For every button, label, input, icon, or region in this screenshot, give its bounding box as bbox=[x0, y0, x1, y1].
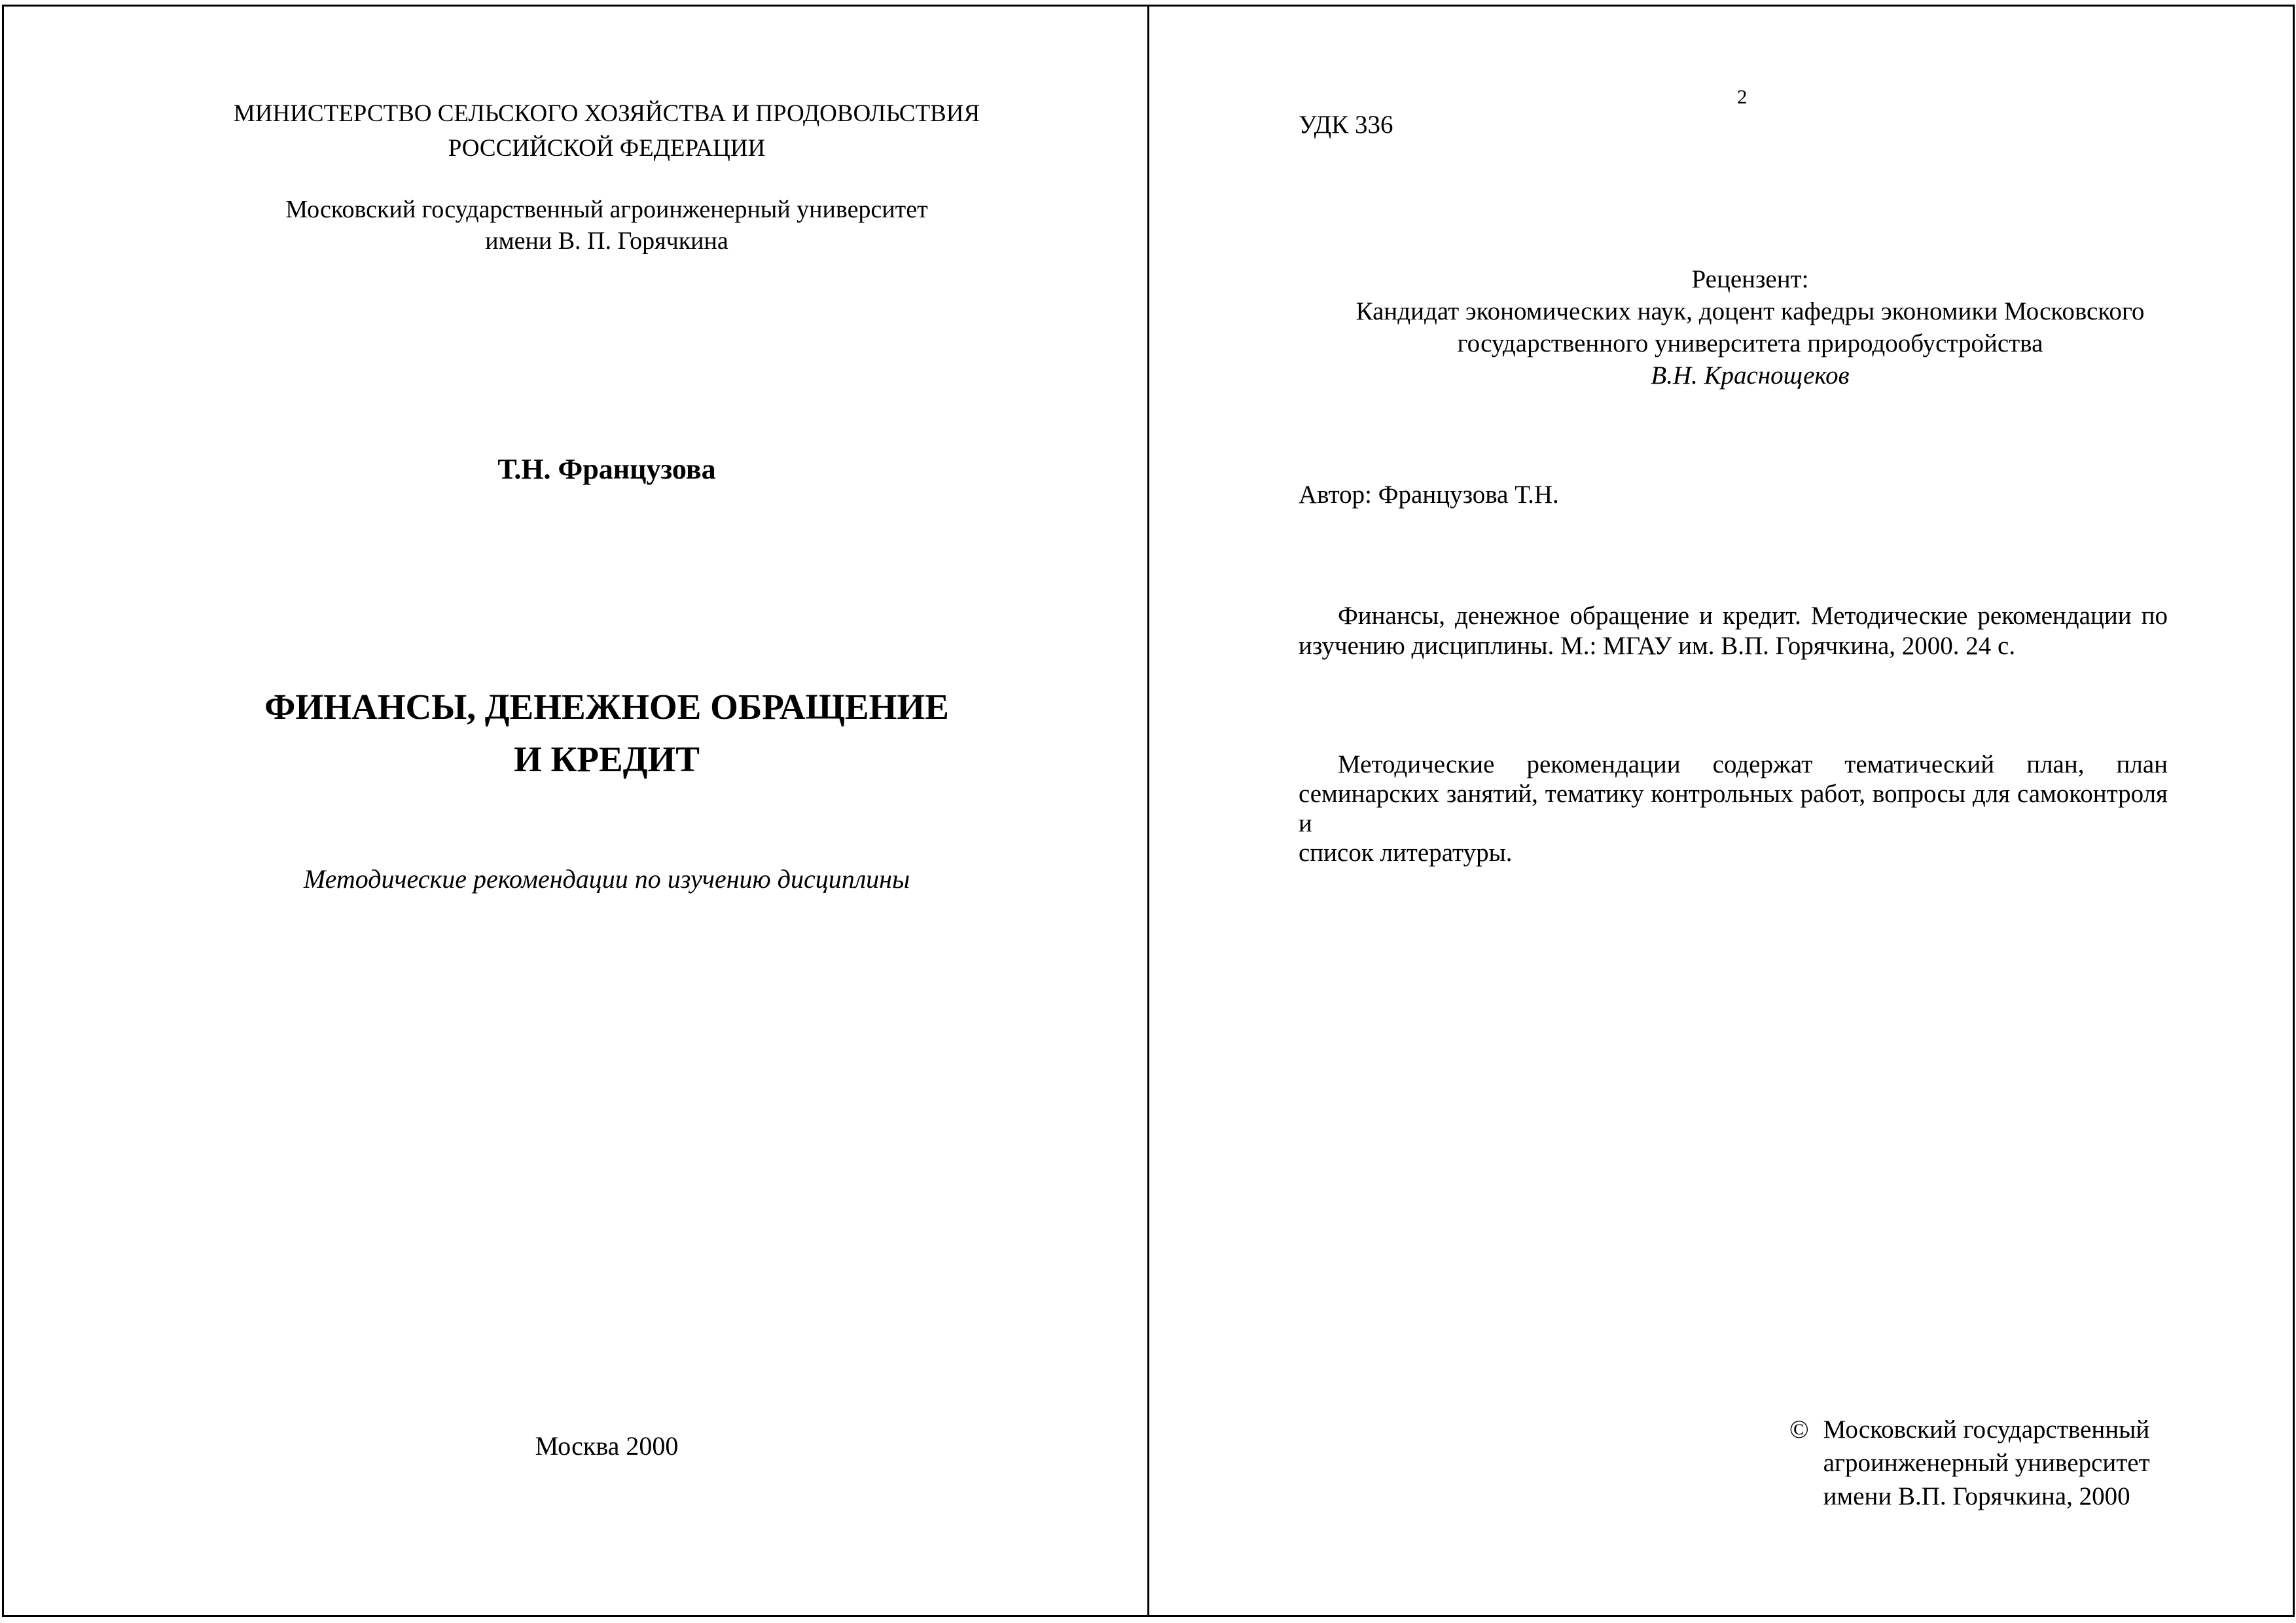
title-page bbox=[4, 7, 1147, 1616]
imprint-page bbox=[1149, 7, 2292, 1616]
university-heading bbox=[73, 194, 1141, 257]
copyright-symbol: © bbox=[1789, 1415, 1809, 1444]
annotation-line: Методические рекомендации содержат тематический план, план bbox=[1338, 750, 2168, 778]
reviewer-label: Рецензент: bbox=[1691, 265, 1809, 293]
university-line: Московский государственный агроинженерный университет bbox=[285, 196, 928, 223]
bibliography-line: Финансы, денежное обращение и кредит. Методические рекомендации по bbox=[1338, 602, 2168, 630]
reviewer-name: В.Н. Краснощеков bbox=[1651, 361, 1850, 390]
book-subtitle: Методические рекомендации по изучению дисциплины bbox=[303, 864, 910, 894]
udk-code: УДК 336 bbox=[1299, 111, 1393, 139]
city-year: Москва 2000 bbox=[535, 1431, 679, 1461]
bibliography-line: изучению дисциплины. М.: МГАУ им. В.П. Горячкина, 2000. 24 с. bbox=[1299, 632, 2016, 660]
book-title-line: ФИНАНСЫ, ДЕНЕЖНОЕ ОБРАЩЕНИЕ bbox=[264, 687, 949, 727]
annotation-paragraph bbox=[1299, 750, 2168, 867]
bibliography-paragraph bbox=[1299, 601, 2168, 661]
ministry-line: РОССИЙСКОЙ ФЕДЕРАЦИИ bbox=[448, 135, 766, 162]
page-number: 2 bbox=[1737, 85, 1748, 108]
author-line: Автор: Французова Т.Н. bbox=[1299, 481, 1559, 509]
ministry-line: МИНИСТЕРСТВО СЕЛЬСКОГО ХОЗЯЙСТВА И ПРОДОВОЛЬСТВИЯ bbox=[233, 100, 980, 127]
book-title bbox=[73, 681, 1141, 786]
author-name: Т.Н. Французова bbox=[497, 453, 716, 485]
annotation-line: семинарских занятий, тематику контрольных работ, вопросы для самоконтроля и bbox=[1299, 780, 2168, 837]
annotation-line: список литературы. bbox=[1299, 839, 1513, 867]
book-title-line: И КРЕДИТ bbox=[514, 739, 700, 779]
copyright-lines bbox=[1823, 1413, 2150, 1513]
ministry-heading bbox=[73, 96, 1141, 166]
university-line: имени В. П. Горячкина bbox=[485, 227, 728, 255]
copyright-line: Московский государственный bbox=[1823, 1415, 2150, 1444]
copyright-line: имени В.П. Горячкина, 2000 bbox=[1823, 1482, 2130, 1510]
copyright-line: агроинженерный университет bbox=[1823, 1449, 2150, 1477]
copyright-block bbox=[1789, 1413, 2150, 1513]
reviewer-line: государственного университета природообустройства bbox=[1457, 329, 2043, 357]
reviewer-block bbox=[1313, 263, 2187, 392]
reviewer-line: Кандидат экономических наук, доцент кафедры экономики Московского bbox=[1355, 297, 2145, 325]
